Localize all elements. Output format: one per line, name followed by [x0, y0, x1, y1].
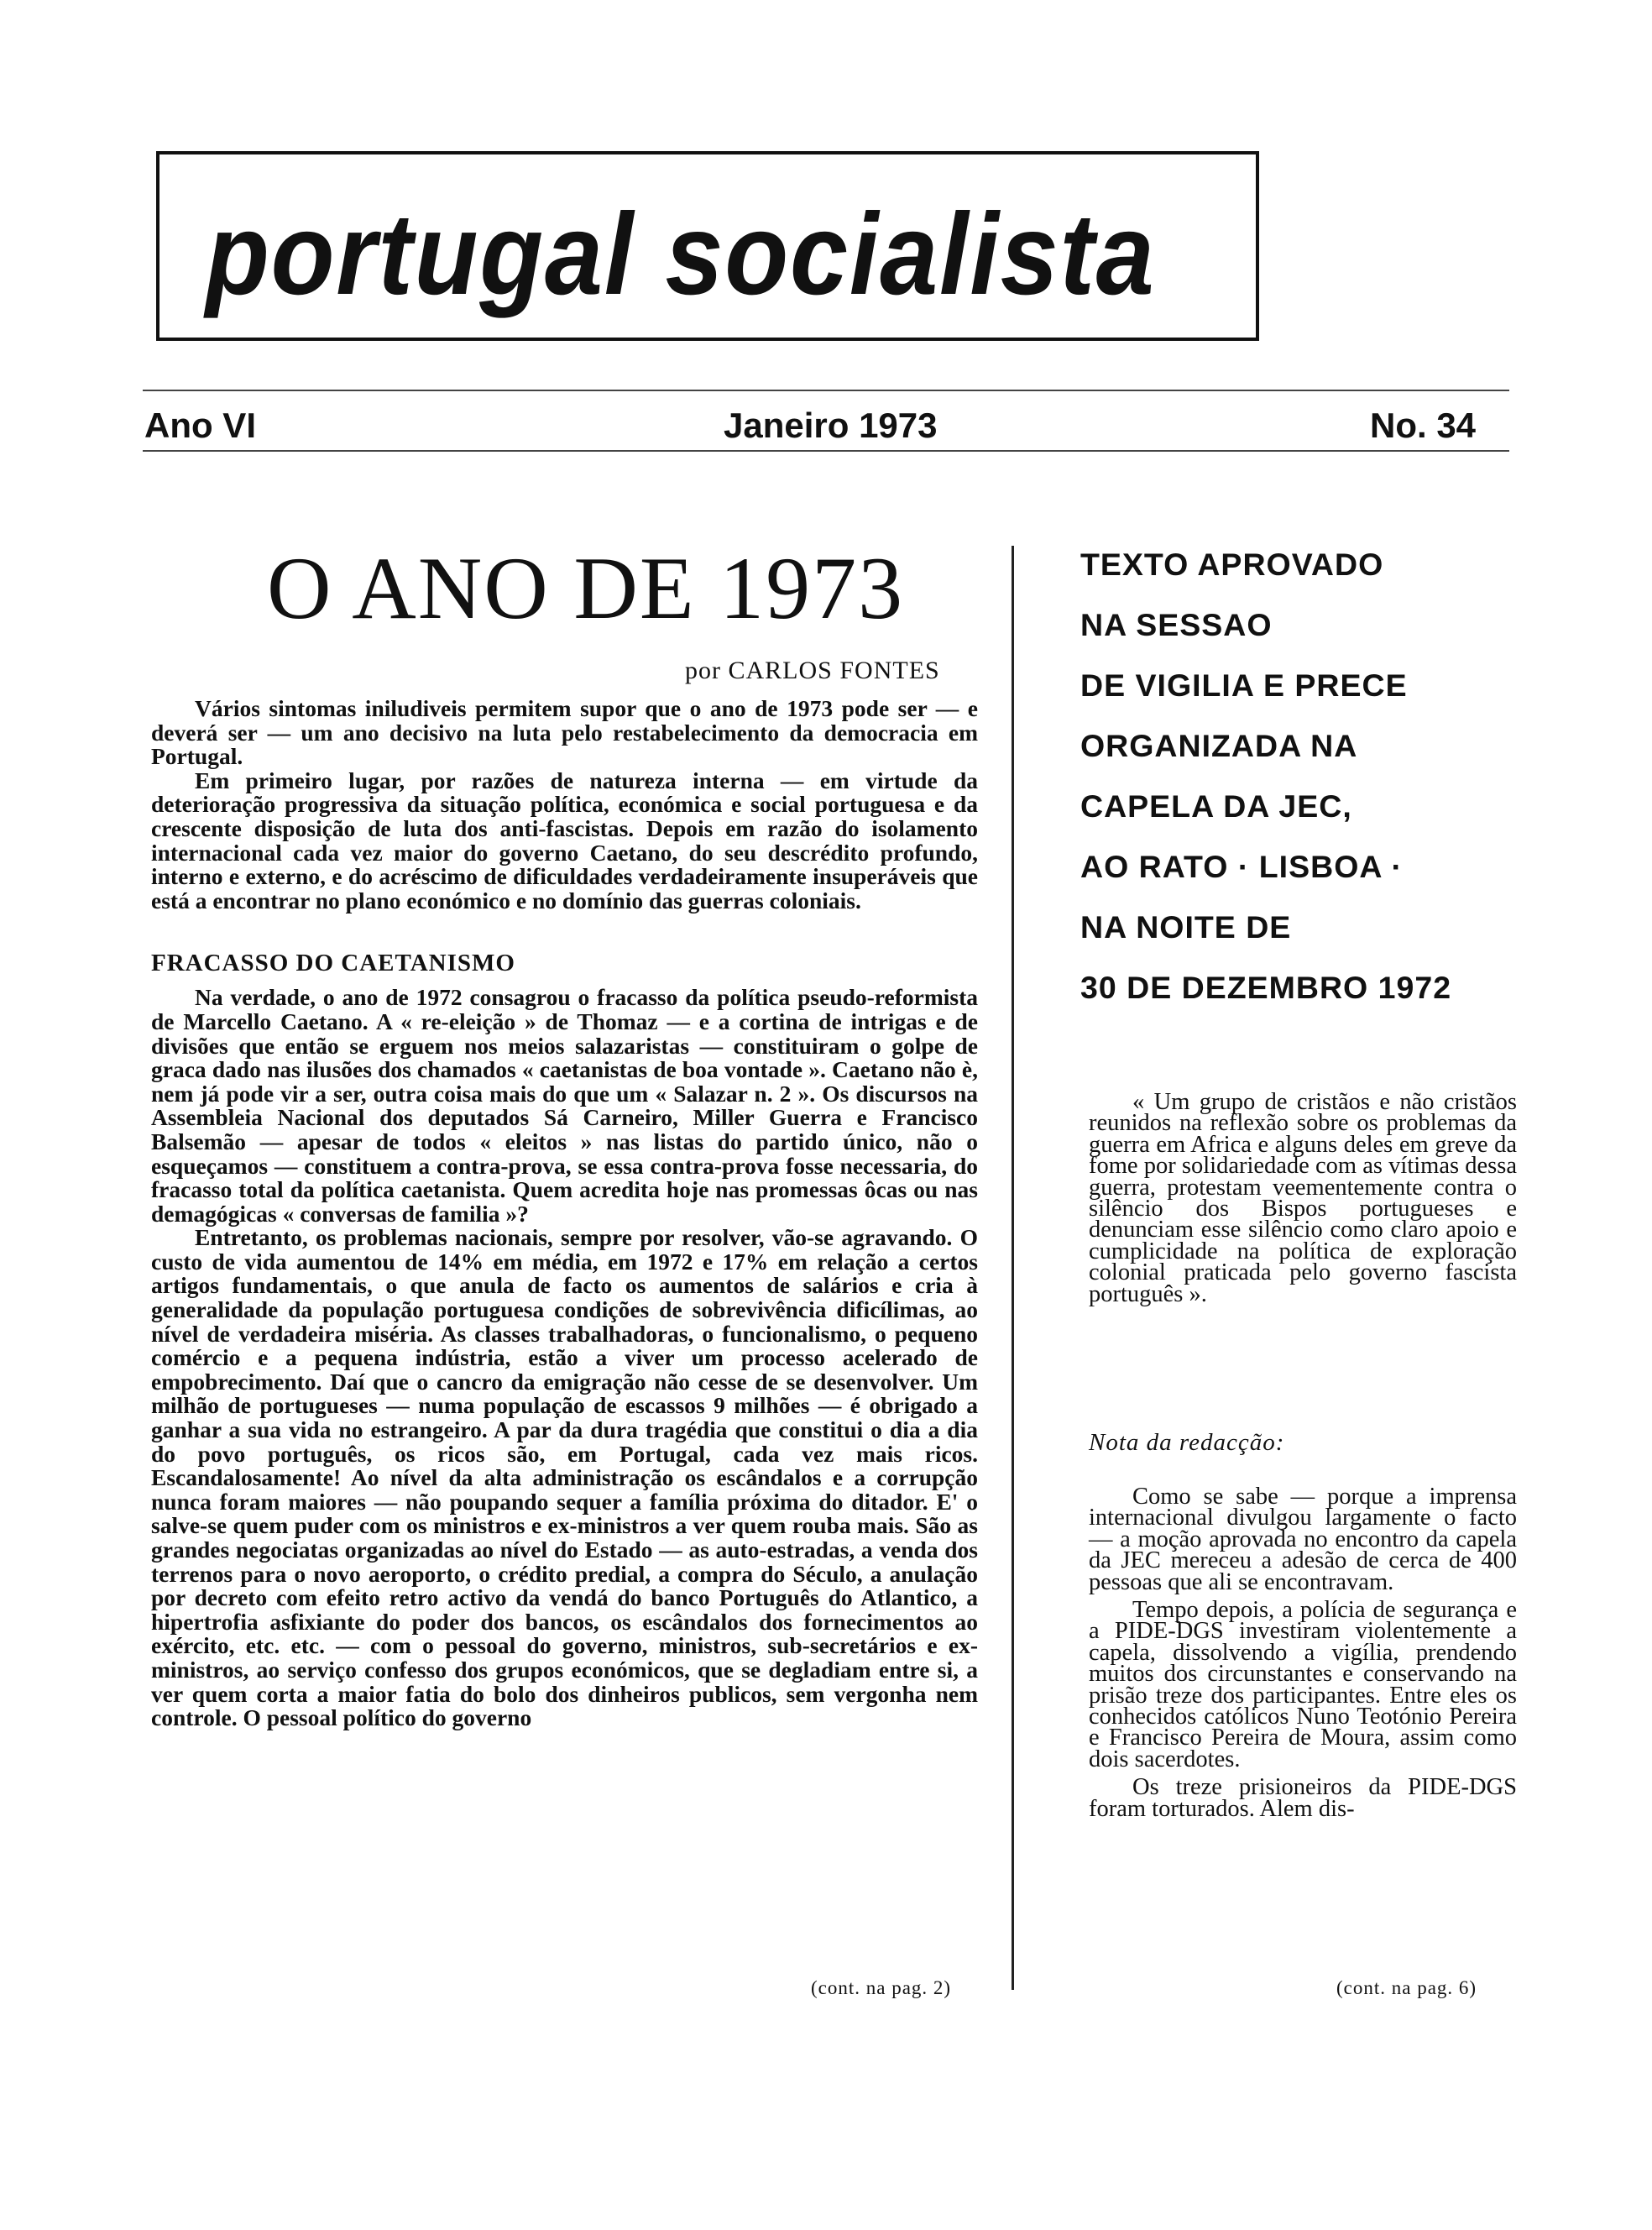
article-paragraph: Entretanto, os problemas nacionais, sempre por resolver, vão-se agravando. O custo de vida aumentou de 14% em média, em 1972 e 17% em relação a certos artigos fundamentais, o que anula de facto os aumentos de salários e cria à generalidade da população portuguesa condições de sobrevivência dificílimas, ao nível de verdadeira miséria. As classes trabalhadoras, o funcionalismo, o pequeno comércio e a pequena indústria, estão a viver um processo acelerado de empobrecimento. Daí que o cancro da emigração não cesse de se desenvolver. Um milhão de portugueses — numa população de escassos 9 milhões — é obrigado a ganhar a sua vida no estrangeiro. A par da dura tragédia que constitui o dia a dia do povo português, os ricos são, em Portugal, cada vez mais ricos. Escandalosamente! Ao nível da alta administração os escândalos e a corrupção nunca foram maiores — não poupando sequer a família próxima do ditador. E' o salve-se quem puder com os ministros e ex-ministros a ver quem rouba mais. São as grandes negociatas organizadas ao nível do Estado — as auto-estradas, a venda dos terrenos para o novo aeroporto, o crédito predial, a compra do Século, a anulação por decreto com efeito retro activo da vendá do banco Português do Atlantico, a hipertrofia asfixiante do poder dos bancos, os escândalos dos fornecimentos ao exército, etc. etc. — com o pessoal do governo, ministros, sub-secretários e ex-ministros, ao serviço confesso dos grupos económicos, que se degladiam entre si, a ver quem corta a maior fatia do bolo dos dinheiros publicos, sem vergonha nem controle. O pessoal político do governo — [151, 1224, 978, 1731]
article-subheading: FRACASSO DO CAETANISMO — [151, 950, 515, 977]
sidebar-heading-line: TEXTO APROVADO — [1080, 547, 1384, 582]
sidebar-heading-line: NA NOITE DE — [1080, 909, 1292, 945]
article-title: O ANO DE 1973 — [267, 539, 905, 637]
sidebar-heading-line: NA SESSAO — [1080, 607, 1273, 642]
article-body — [151, 697, 978, 1730]
issue-rule-bottom — [143, 450, 1509, 452]
quote-text: « Um grupo de cristãos e não cristãos reunidos na reflexão sobre os problemas da guerra em Africa e alguns deles em greve da fome por solidariedade com as vítimas dessa guerra, protestam veementemente contra o silêncio dos Bispos portugueses e denunciam esse silêncio como claro apoio e cumplicidade na política de exploração colonial praticada pelo governo fascista português ». — [1089, 1089, 1517, 1307]
note-body — [1089, 1484, 1517, 1822]
issue-rule-top — [143, 390, 1509, 391]
issue-number: No. 34 — [1370, 406, 1477, 445]
article-paragraph: Em primeiro lugar, por razões de natureza interna — em virtude da deterioração progressiva da situação política, económica e social portuguesa e da crescente disposição de luta dos anti-fascistas. Depois em razão do isolamento internacional cada vez maior do governo Caetano, do seu descrédito profundo, interno e externo, e do acréscimo de dificuldades verdadeiramente insuperáveis que está a encontrar no plano económico e no domínio das guerras coloniais. — [151, 767, 978, 913]
sidebar-quote — [1089, 1091, 1517, 1305]
masthead-title: portugal socialista — [206, 190, 1156, 319]
article-paragraph: Vários sintomas iniludiveis permitem supor que o ano de 1973 pode ser — e deverá ser — um ano decisivo na luta pelo restabelecimento da democracia em Portugal. — [151, 695, 978, 770]
issue-year: Ano VI — [144, 406, 256, 445]
sidebar-heading-line: CAPELA DA JEC, — [1080, 788, 1352, 824]
sidebar-heading-line: DE VIGILIA E PRECE — [1080, 667, 1408, 703]
sidebar-heading-line: AO RATO · LISBOA · — [1080, 849, 1403, 884]
article-byline: por CARLOS FONTES — [685, 657, 940, 684]
note-label: Nota da redacção: — [1089, 1429, 1285, 1456]
sidebar-heading-line: ORGANIZADA NA — [1080, 728, 1358, 763]
column-divider — [1012, 546, 1014, 1990]
note-paragraph: Os treze prisioneiros da PIDE-DGS foram torturados. Alem dis- — [1089, 1774, 1517, 1822]
note-paragraph: Tempo depois, a polícia de segurança e a PIDE-DGS investiram violentemente a capela, dissolvendo a vigília, prendendo muitos dos circunstantes e conservando na prisão treze dos participantes. Entre eles os conhecidos católicos Nuno Teotónio Pereira e Francisco Pereira de Moura, assim como dois sacerdotes. — [1089, 1597, 1517, 1772]
article-paragraph: Na verdade, o ano de 1972 consagrou o fracasso da política pseudo-reformista de Marcello Caetano. A « re-eleição » de Thomaz — e a cortina de intrigas e de divisões que então se erguem nos meios salazaristas — constituiram o golpe de graca dado nas ilusões dos chamados « caetanistas de boa vontade ». Caetano não è, nem já pode vir a ser, outra coisa mais do que um « Salazar n. 2 ». Os discursos na Assembleia Nacional dos deputados Sá Carneiro, Miller Guerra e Francisco Balsemão — apesar de todos « eleitos » nas listas do partido único, não o esqueçamos — constituem a contra-prova, se essa contra-prova fosse necessaria, do fracasso total da política caetanista. Quem acredita hoje nas promessas ôcas ou nas demagógicas « conversas de familia »? — [151, 984, 978, 1227]
sidebar-heading — [1080, 546, 1451, 1029]
masthead-box — [156, 151, 1259, 341]
note-paragraph: Como se sabe — porque a imprensa internacional divulgou largamente o facto — a moção aprovada no encontro da capela da JEC mereceu a adesão de cerca de 400 pessoas que ali se encontravam. — [1089, 1484, 1517, 1595]
sidebar-heading-line: 30 DE DEZEMBRO 1972 — [1080, 970, 1452, 1005]
article-continued: (cont. na pag. 2) — [811, 1977, 952, 1998]
sidebar-continued: (cont. na pag. 6) — [1336, 1977, 1477, 1998]
issue-date: Janeiro 1973 — [724, 406, 938, 445]
